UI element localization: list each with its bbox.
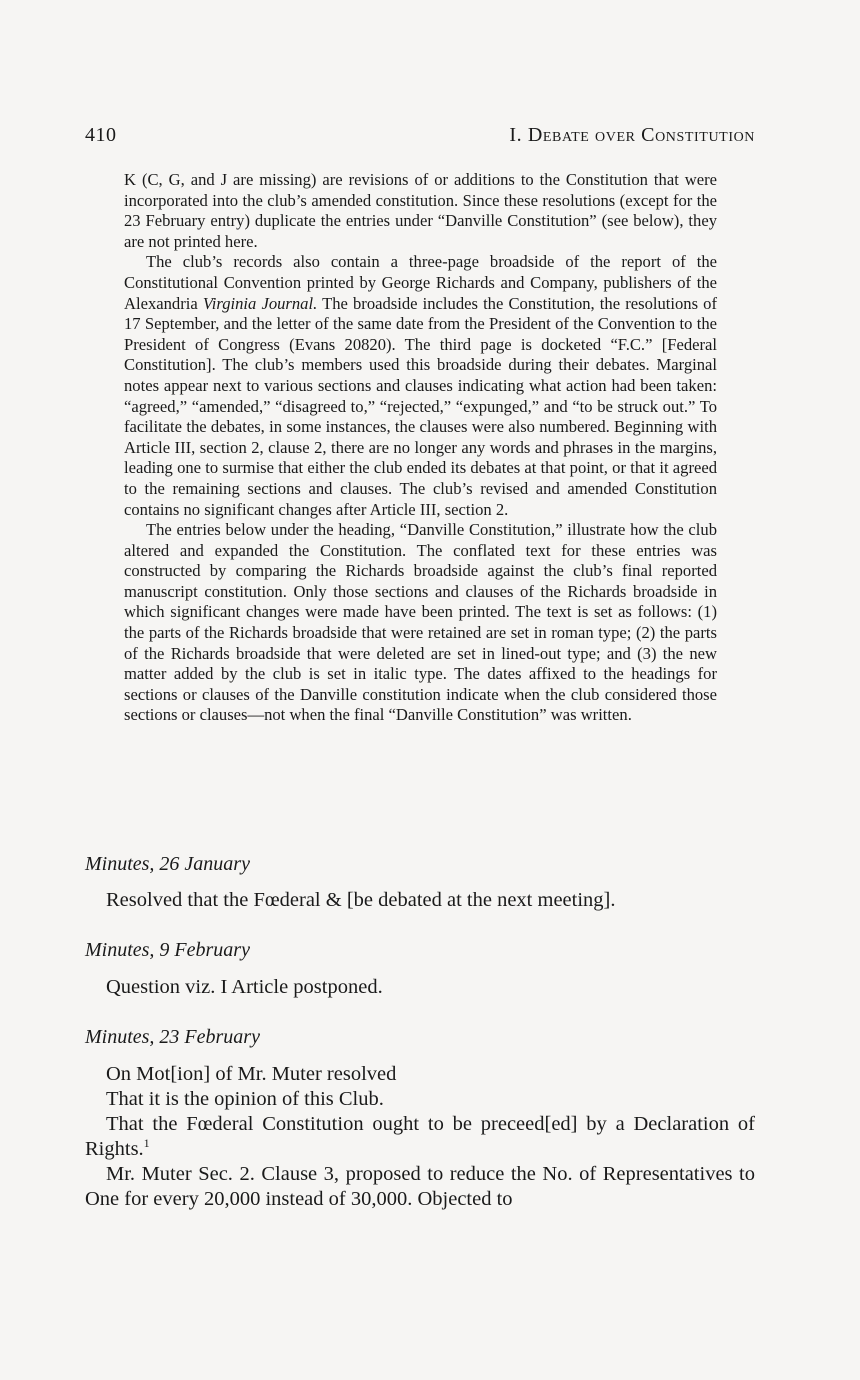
footnote-marker: 1 bbox=[143, 1136, 150, 1151]
minutes-line: Question viz. I Article postponed. bbox=[106, 976, 383, 998]
minutes-line: That it is the opinion of this Club. bbox=[106, 1088, 384, 1110]
note-paragraph: K (C, G, and J are missing) are revisions of or additions to the Constitution that were incorporated into the club’s amended constitution. Since these resolutions (except for the 23 February entry) duplicate the entries under “Danville Constitution” (see below), they are not printed here. bbox=[124, 170, 717, 251]
minutes-body bbox=[85, 975, 755, 1000]
minutes-line bbox=[85, 1112, 755, 1162]
note-paragraph: The entries below under the heading, “Danville Constitution,” illustrate how the club altered and expanded the Constitution. The conflated text for these entries was constructed by comparing the Richards broadside against the club’s final reported manuscript constitution. Only those sections and clauses of the Richards broadside in which significant changes were made have been printed. The text is set as follows: (1) the parts of the Richards broadside that were retained are set in roman type; (2) the parts of the Richards broadside that were deleted are set in lined-out type; and (3) the new matter added by the club is set in italic type. The dates affixed to the headings for sections or clauses of the Danville constitution indicate when the club considered those sections or clauses—not when the final “Danville Constitution” was written. bbox=[124, 520, 717, 725]
minutes-body bbox=[85, 888, 755, 913]
running-head bbox=[85, 124, 755, 150]
minutes-heading: Minutes, 23 February bbox=[85, 1026, 260, 1048]
note-text: The broadside includes the Constitution, the resolutions of 17 September, and the letter of the same date from the President of the Convention to the President of Congress (Evans 20820). The third page is docketed “F.C.” [Federal Constitution]. The club’s members used this broadside during their debates. Marginal notes appear next to various sections and clauses indicating what action had been taken: “agreed,” “amended,” “disagreed to,” “rejected,” “expunged,” and “to be struck out.” To facilitate the debates, in some instances, the clauses were also numbered. Beginning with Article III, section 2, clause 2, there are no longer any words and phrases in the margins, leading one to surmise that either the club ended its debates at that point, or that it agreed to the remaining sections and clauses. The club’s revised and amended Constitution contains no significant changes after Article III, section 2. bbox=[124, 293, 717, 519]
note-text: The club’s records also contain a three-page broadside of the report of the Constitutional Convention printed by George Richards and Company, publishers of the Alexandria bbox=[124, 252, 717, 313]
editorial-note bbox=[124, 170, 717, 726]
page-number: 410 bbox=[85, 124, 117, 146]
minutes-line: On Mot[ion] of Mr. Muter resolved bbox=[106, 1063, 397, 1085]
note-paragraph bbox=[124, 252, 717, 520]
minutes-body bbox=[85, 1062, 755, 1212]
minutes-line: Resolved that the Fœderal & [be debated at the next meeting]. bbox=[106, 889, 616, 911]
minutes-heading: Minutes, 9 February bbox=[85, 939, 250, 961]
note-text-italic: Virginia Journal. bbox=[202, 293, 318, 313]
minutes-line: Mr. Muter Sec. 2. Clause 3, proposed to reduce the No. of Representatives to One for every 20,000 instead of 30,000. Objected to bbox=[85, 1163, 755, 1210]
minutes-text: That the Fœderal Constitution ought to be preceed[ed] by a Declaration of Rights. bbox=[85, 1113, 755, 1160]
section-title: I. Debate over Constitution bbox=[509, 124, 755, 146]
minutes-heading: Minutes, 26 January bbox=[85, 853, 250, 875]
